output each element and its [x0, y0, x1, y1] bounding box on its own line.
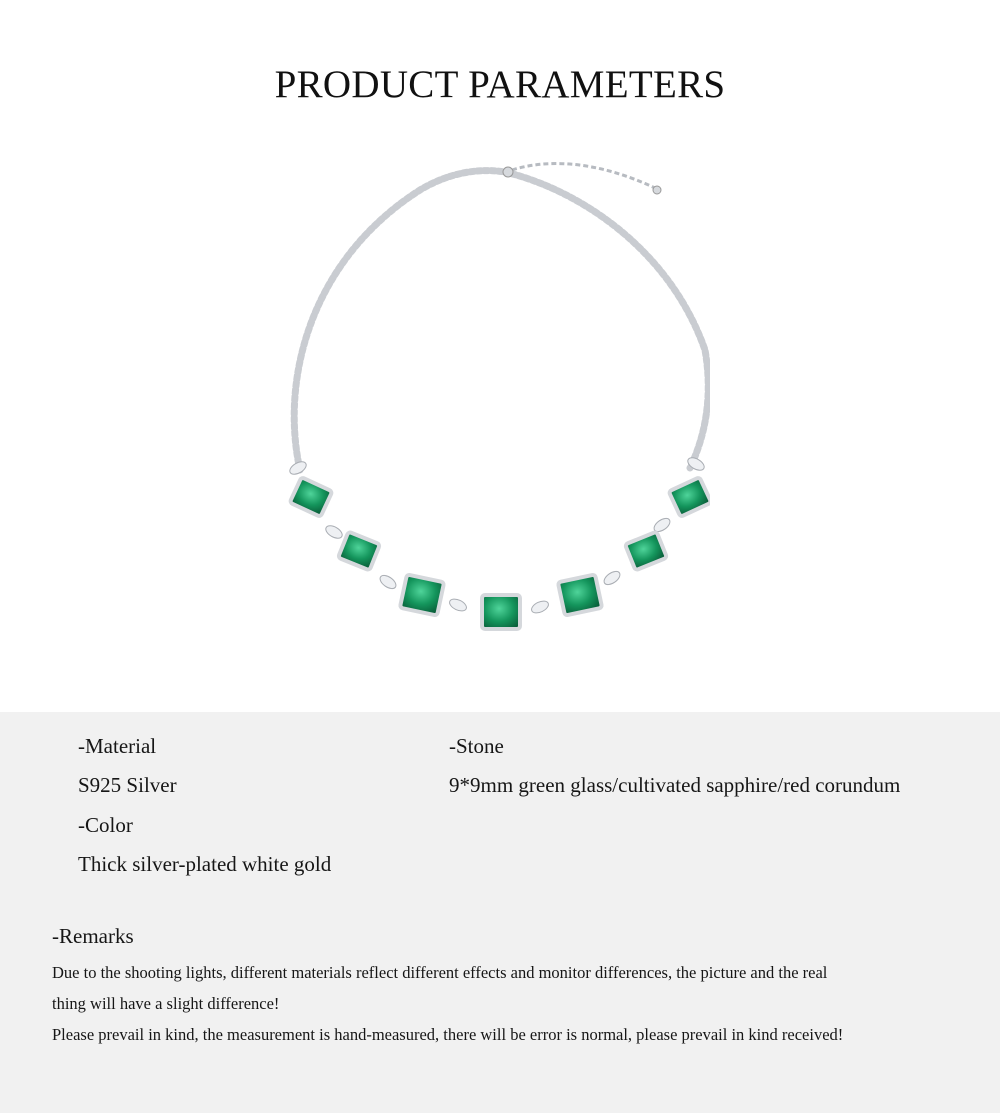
- emerald-stone: [482, 595, 520, 629]
- remarks-line-2: thing will have a slight difference!: [52, 994, 280, 1013]
- emerald-stone: [290, 477, 333, 517]
- leaf-accent: [324, 523, 345, 541]
- leaf-accent: [378, 573, 398, 592]
- leaf-accent: [602, 569, 622, 588]
- necklace-image: [250, 150, 710, 650]
- leaf-accent: [530, 599, 551, 616]
- parameters-section: [0, 712, 1000, 1113]
- chain-right: [505, 172, 708, 468]
- page-title: PRODUCT PARAMETERS: [274, 63, 726, 106]
- emerald-stone: [669, 477, 710, 517]
- color-value: Thick silver-plated white gold: [78, 852, 332, 876]
- emerald-stone: [625, 532, 667, 571]
- stone-label: -Stone: [449, 734, 504, 758]
- material-value: S925 Silver: [78, 773, 177, 797]
- emerald-stone: [558, 574, 602, 615]
- stone-value: 9*9mm green glass/cultivated sapphire/red corundum: [449, 773, 901, 797]
- clasp: [503, 167, 513, 177]
- remarks-label: -Remarks: [52, 924, 134, 948]
- color-label: -Color: [78, 813, 133, 837]
- material-label: -Material: [78, 734, 157, 758]
- chain-left: [294, 171, 505, 470]
- leaf-accent: [448, 597, 469, 614]
- extender-end: [653, 186, 661, 194]
- remarks-line-1: Due to the shooting lights, different materials reflect different effects and monitor differences, the picture and the real: [52, 963, 828, 982]
- emerald-stone: [400, 574, 444, 615]
- remarks-line-3: Please prevail in kind, the measurement is hand-measured, there will be error is normal, please prevail in kind received!: [52, 1025, 844, 1044]
- emerald-stone: [338, 532, 380, 571]
